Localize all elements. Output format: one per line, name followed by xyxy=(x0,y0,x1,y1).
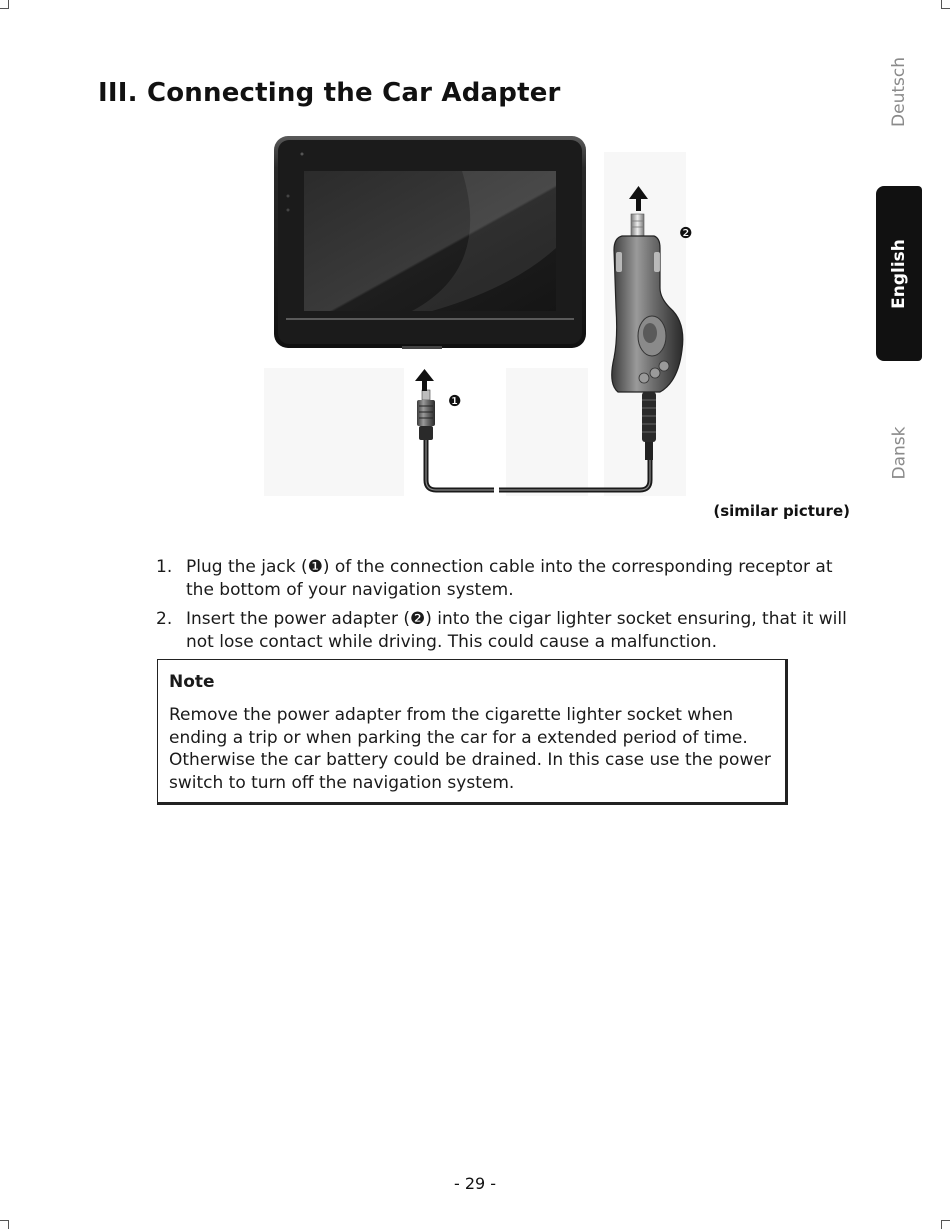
note-title: Note xyxy=(169,672,215,692)
jack-connector xyxy=(417,390,435,440)
figure-marker-1: ❶ xyxy=(448,392,462,410)
figure-caption: (similar picture) xyxy=(713,502,850,520)
language-tab-deutsch-label: Deutsch xyxy=(889,57,909,127)
arrow-up-icon xyxy=(415,369,434,391)
crop-mark-top-right xyxy=(941,0,950,9)
step-number: 1. xyxy=(156,557,173,577)
note-box xyxy=(157,659,788,805)
language-tab-dansk-label: Dansk xyxy=(889,426,910,480)
step-number: 2. xyxy=(156,609,173,629)
page-number: - 29 - xyxy=(453,1174,497,1193)
page-title: III. Connecting the Car Adapter xyxy=(98,78,561,108)
list-item xyxy=(156,608,856,654)
instruction-steps xyxy=(156,556,856,660)
figure-panel-middle xyxy=(506,368,588,496)
language-tab-english[interactable] xyxy=(876,186,922,361)
navigation-device xyxy=(274,136,586,349)
crop-mark-bottom-right xyxy=(941,1220,950,1229)
language-tab-dansk[interactable] xyxy=(876,420,922,486)
step-text: Plug the jack (❶) of the connection cable into the corresponding receptor at the bottom of your navigation system. xyxy=(186,557,833,600)
step-text: Insert the power adapter (❷) into the cigar lighter socket ensuring, that it will not lose contact while driving. This could cause a malfunction. xyxy=(186,609,847,652)
language-tab-english-label: English xyxy=(889,238,910,309)
figure-panel-left xyxy=(264,368,404,496)
list-item xyxy=(156,556,856,602)
crop-mark-top-left xyxy=(0,0,9,9)
note-body: Remove the power adapter from the cigarette lighter socket when ending a trip or when parking the car for a extended period of time. Otherwise the car battery could be drained. In this case use the power switch to turn off the navigation system. xyxy=(169,705,771,793)
language-tab-deutsch[interactable] xyxy=(876,52,922,132)
figure-marker-2: ❷ xyxy=(679,224,692,242)
crop-mark-bottom-left xyxy=(0,1220,9,1229)
car-adapter-illustration xyxy=(262,128,692,500)
